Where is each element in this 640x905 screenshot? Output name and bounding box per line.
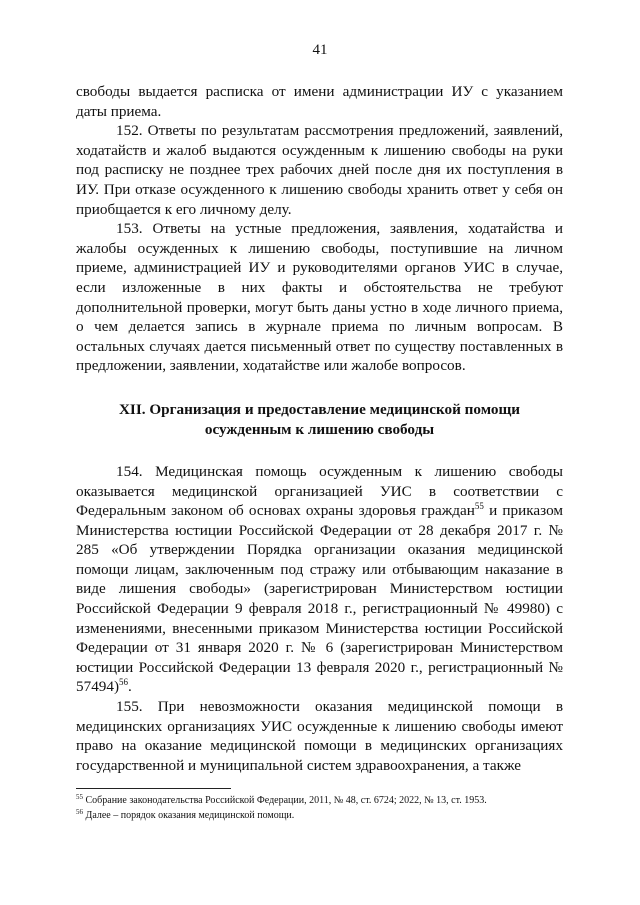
footnote-55 bbox=[76, 793, 563, 808]
footnotes bbox=[76, 793, 563, 823]
footnote-mark-55: 55 bbox=[76, 793, 83, 801]
footnote-mark-56: 56 bbox=[76, 808, 83, 816]
page-number: 41 bbox=[312, 42, 328, 58]
footnote-56 bbox=[76, 808, 563, 823]
paragraph-154 bbox=[76, 462, 563, 697]
section-heading bbox=[76, 400, 563, 440]
footnote-ref-56[interactable]: 56 bbox=[119, 677, 129, 688]
footnote-ref-55[interactable]: 55 bbox=[474, 501, 484, 512]
footnote-text-55: Собрание законодательства Российской Федерации, 2011, № 48, ст. 6724; 2022, № 13, ст. 1953. bbox=[83, 795, 487, 806]
paragraph-153: 153. Ответы на устные предложения, заявления, ходатайства и жалобы осужденных к лишению свободы, поступившие на личном приеме, администрацией ИУ и руководителями органов УИС в случае, если изложенные в них факты и обстоятельства не требуют дополнительной проверки, могут быть даны устно в ходе личного приема, о чем делается запись в журнале приема по личным вопросам. В остальных случаях дается письменный ответ по существу поставленных в предложении, заявлении, ходатайстве или жалобе вопросов. bbox=[76, 220, 563, 375]
footnote-divider bbox=[76, 788, 231, 789]
section-heading-line2: осужденным к лишению свободы bbox=[204, 420, 435, 438]
paragraph-continuation: свободы выдается расписка от имени администрации ИУ с указанием даты приема. bbox=[76, 83, 563, 120]
paragraph-154-part3: . bbox=[128, 678, 132, 696]
paragraph-155: 155. При невозможности оказания медицинской помощи в медицинских организациях УИС осужденные к лишению свободы имеют право на оказание медицинской помощи в медицинских организациях государственной и муниципальной систем здравоохранения, а также bbox=[76, 698, 563, 774]
paragraph-152: 152. Ответы по результатам рассмотрения предложений, заявлений, ходатайств и жалоб выдаются осужденным к лишению свободы на руки под расписку не позднее трех рабочих дней после дня их поступления в ИУ. При отказе осужденного к лишению свободы хранить ответ у себя он приобщается к его личному делу. bbox=[76, 122, 563, 218]
paragraph-154-part1: 154. Медицинская помощь осужденным к лишению свободы оказывается медицинской организацией УИС в соответствии с Федеральным законом об основах охраны здоровья граждан bbox=[76, 462, 563, 520]
paragraph-154-part2: и приказом Министерства юстиции Российской Федерации от 28 декабря 2017 г. № 285 «Об утверждении Порядка организации оказания медицинской помощи лицам, заключенным под стражу или отбывающим наказание в виде лишения свободы» (зарегистрирован Министерством юстиции Российской Федерации 9 февраля 2018 г., регистрационный № 49980) с изменениями, внесенными приказом Министерства юстиции Российской Федерации от 31 января 2020 г. № 6 (зарегистрирован Министерством юстиции Российской Федерации 13 февраля 2020 г., регистрационный № 57494) bbox=[76, 502, 563, 696]
document-body bbox=[76, 82, 563, 775]
section-heading-line1: XII. Организация и предоставление медицинской помощи bbox=[118, 400, 521, 418]
footnote-text-56: Далее – порядок оказания медицинской помощи. bbox=[83, 810, 295, 821]
